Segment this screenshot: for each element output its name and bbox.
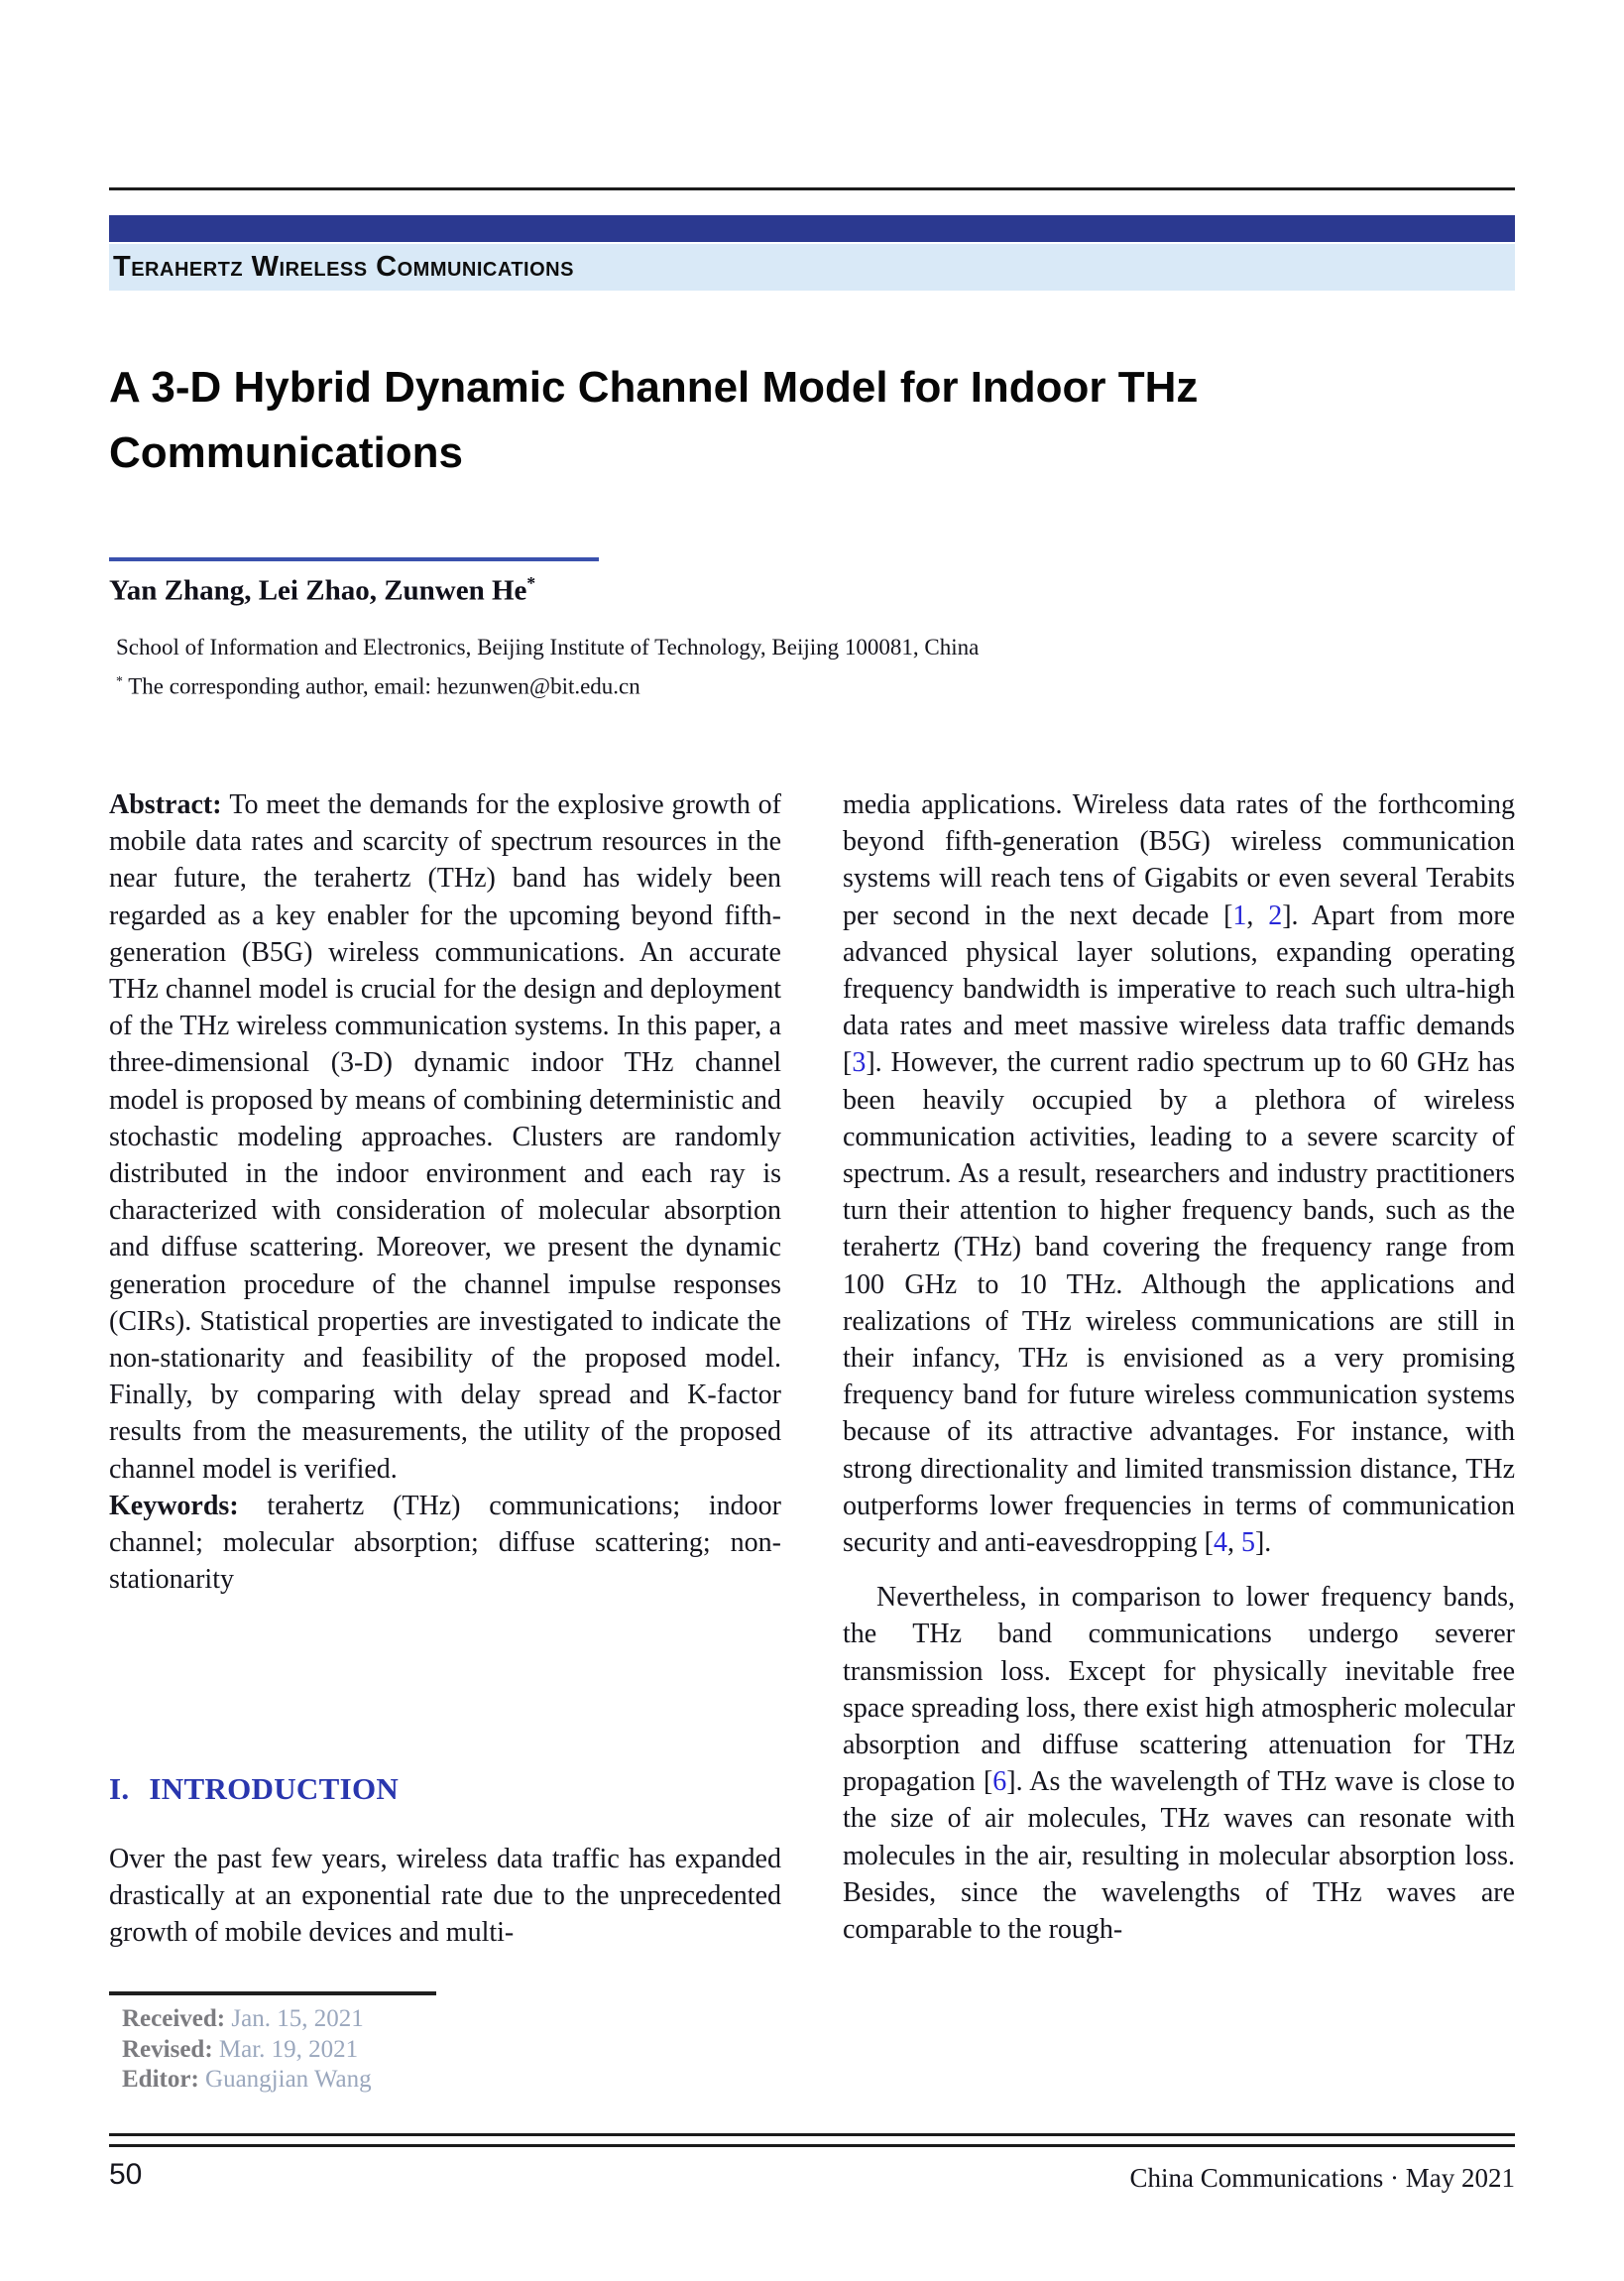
- text-segment: Nevertheless, in comparison to lower frequency bands, the THz band communications undergo severer transmission loss. Except for physically inevitable free space spreading loss, there exist high atmospheric molecular absorption and diffuse scattering attenuation for THz propagation [: [843, 1582, 1516, 1798]
- section-numeral: I.: [109, 1771, 130, 1806]
- correspondence-line: [116, 664, 979, 704]
- meta-editor-line: [109, 2065, 779, 2096]
- citation-link[interactable]: 2: [1268, 900, 1283, 931]
- affiliation-line: School of Information and Electronics, Beijing Institute of Technology, Beijing 100081, China: [116, 635, 980, 660]
- affiliation-block: [116, 631, 979, 704]
- author-divider-rule: [109, 557, 599, 561]
- meta-received-label: Received:: [122, 2005, 226, 2032]
- meta-editor-label: Editor:: [122, 2066, 199, 2093]
- author-line: [109, 573, 535, 608]
- body-paragraph-1: [843, 786, 1515, 1561]
- citation-link[interactable]: 4: [1213, 1527, 1227, 1559]
- citation-link[interactable]: 3: [852, 1047, 867, 1079]
- text-segment: ,: [1246, 900, 1269, 931]
- meta-revised-label: Revised:: [122, 2035, 213, 2063]
- text-segment: ].: [1254, 1527, 1272, 1559]
- meta-received-line: [109, 2004, 779, 2035]
- text-segment: ]. Apart from more advanced physical layer solutions, expanding operating frequency bandwidth is imperative to reach such ultra-high data rates and meet massive wireless data traffic demands [: [843, 900, 1516, 1079]
- text-segment: ,: [1226, 1527, 1241, 1559]
- text-segment: ]. As the wavelength of THz wave is close to the size of air molecules, THz waves can resonate with molecules in the air, resulting in molecular absorption loss. Besides, since the wavelengths of THz waves are comparable to the rough-: [843, 1766, 1515, 1946]
- abstract-paragraph: [109, 786, 781, 1488]
- journal-footer-line: China Communications · May 2021: [1129, 2163, 1515, 2193]
- header-band-dark: [109, 215, 1515, 242]
- citation-link[interactable]: 6: [992, 1766, 1007, 1798]
- meta-revised-line: [109, 2035, 779, 2066]
- text-segment: To meet the demands for the explosive growth of mobile data rates and scarcity of spectrum resources in the near future, the terahertz (THz) band has widely been regarded as a key enabler for the upcoming beyond fifth-generation (B5G) wireless communications. An accurate THz channel model is crucial for the design and deployment of the THz wireless communication systems. In this paper, a three-dimensional (3-D) dynamic indoor THz channel model is proposed by means of combining deterministic and stochastic modeling approaches. Clusters are randomly distributed in the indoor environment and each ray is characterized with consideration of molecular absorption and diffuse scattering. Moreover, we present the dynamic generation procedure of the channel impulse responses (CIRs). Statistical properties are investigated to indicate the non-stationarity and feasibility of the proposed model. Finally, by comparing with delay spread and K-factor results from the measurements, the utility of the proposed channel model is verified.: [109, 789, 781, 1485]
- text-segment: Keywords:: [109, 1490, 268, 1521]
- introduction-paragraph: Over the past few years, wireless data traffic has expanded drastically at an exponential rate due to the unprecedented growth of mobile devices and multi-: [109, 1844, 781, 1949]
- citation-link[interactable]: 1: [1232, 900, 1247, 931]
- correspondence-text: The corresponding author, email: hezunwen@bit.edu.cn: [128, 673, 640, 699]
- keywords-paragraph: [109, 1488, 781, 1599]
- paper-title: A 3-D Hybrid Dynamic Channel Model for Indoor THz Communications: [109, 363, 1199, 477]
- meta-received-value: Jan. 15, 2021: [231, 2005, 364, 2032]
- correspondence-marker: *: [116, 673, 123, 688]
- left-column: [109, 786, 781, 1598]
- citation-link[interactable]: 5: [1240, 1527, 1255, 1559]
- text-segment: Abstract:: [109, 789, 230, 820]
- page-number: 50: [109, 2158, 143, 2191]
- corresponding-author-marker: *: [526, 573, 536, 593]
- header-band-light: [109, 244, 1515, 291]
- footer-rule-top: [109, 2133, 1515, 2136]
- text-segment: ]. However, the current radio spectrum up to 60 GHz has been heavily occupied by a plethora of wireless communication activities, leading to a severe scarcity of spectrum. As a result, researchers and industry practitioners turn their attention to higher frequency bands, such as the terahertz (THz) band covering the frequency range from 100 GHz to 10 THz. Although the applications and realizations of THz wireless communications are still in their infancy, THz is envisioned as a very promising frequency band for future wireless communication systems because of its attractive advantages. For instance, with strong directionality and limited transmission distance, THz outperforms lower frequencies in terms of communication security and anti-eavesdropping [: [843, 1047, 1515, 1559]
- meta-box-rule: [109, 1991, 436, 1995]
- section-banner-label: Terahertz Wireless Communications: [113, 251, 574, 283]
- right-column: [843, 786, 1515, 1948]
- author-names: Yan Zhang, Lei Zhao, Zunwen He: [109, 574, 527, 607]
- footer-rule-bottom: [109, 2144, 1515, 2147]
- text-segment: terahertz (THz) communications; indoor channel; molecular absorption; diffuse scattering; non-stationarity: [109, 1490, 781, 1596]
- section-heading-introduction: [109, 1771, 399, 1807]
- text-segment: media applications. Wireless data rates of the forthcoming beyond fifth-generation (B5G) wireless communication systems will reach tens of Gigabits or even several Terabits per second in the next decade [: [843, 789, 1515, 931]
- header-top-rule: [109, 187, 1515, 190]
- submission-meta-box: [109, 1991, 779, 2096]
- meta-editor-value: Guangjian Wang: [205, 2066, 372, 2093]
- section-heading-text: INTRODUCTION: [149, 1771, 400, 1806]
- body-paragraph-2: [843, 1579, 1515, 1948]
- meta-revised-value: Mar. 19, 2021: [218, 2035, 359, 2063]
